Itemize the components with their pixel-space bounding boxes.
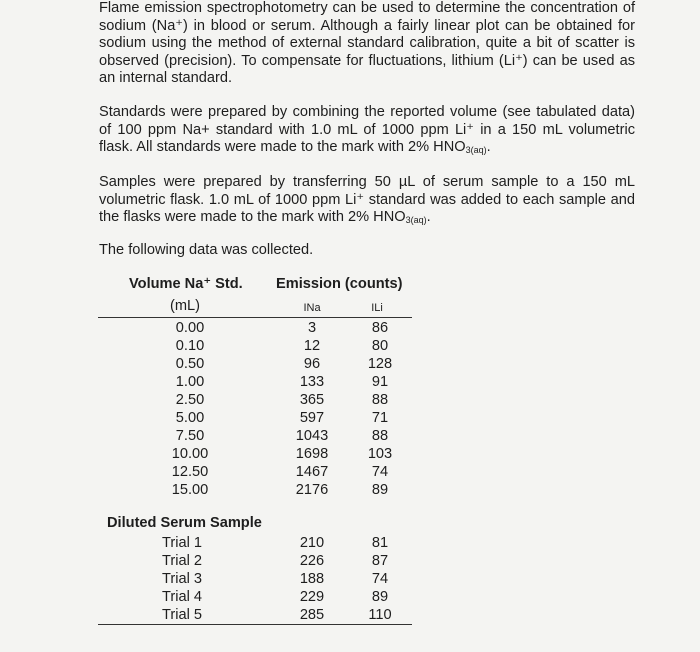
header-rule: [98, 317, 412, 318]
paragraph-samples-end: .: [426, 209, 431, 225]
volume-cell: 5.00: [175, 410, 205, 426]
ili-cell: 88: [371, 392, 389, 408]
ina-cell: 226: [299, 553, 325, 569]
paragraph-intro: Flame emission spectrophotometry can be used to determine the concentration of sodium (Na⁺) in blood or serum. Although a fairly linear plot can be obtained for sodium using the method of external standard calibration, quite a bit of scatter is observed (precision). To compensate for fluctuations, lithium (Li⁺) can be used as an internal standard.: [99, 0, 635, 86]
ili-cell: 74: [371, 464, 389, 480]
ina-cell: 3: [307, 320, 317, 336]
ili-cell: 110: [368, 607, 392, 623]
ina-cell: 1467: [295, 464, 329, 480]
volume-cell: 1.00: [175, 374, 205, 390]
ina-cell: 285: [299, 607, 325, 623]
ili-cell: 81: [371, 535, 389, 551]
trial-label: Trial 4: [162, 589, 203, 605]
ili-header: ILi: [371, 302, 383, 314]
ina-cell: 210: [299, 535, 325, 551]
ili-cell: 128: [367, 356, 393, 372]
bottom-rule: [98, 624, 412, 625]
trial-label: Trial 3: [162, 571, 203, 587]
hno3-subscript: 3(aq): [465, 145, 487, 155]
volume-cell: 10.00: [171, 446, 209, 462]
ina-cell: 1043: [295, 428, 329, 444]
ina-cell: 365: [299, 392, 325, 408]
ina-cell: 1698: [295, 446, 329, 462]
volume-cell: 12.50: [171, 464, 209, 480]
volume-cell: 2.50: [175, 392, 205, 408]
volume-cell: 0.50: [175, 356, 205, 372]
paragraph-samples: [99, 174, 635, 227]
trial-label: Trial 1: [162, 535, 203, 551]
ili-cell: 91: [371, 374, 389, 390]
ina-cell: 12: [303, 338, 321, 354]
volume-cell: 0.10: [175, 338, 205, 354]
ina-cell: 133: [299, 374, 325, 390]
volume-cell: 0.00: [175, 320, 205, 336]
trial-label: Trial 5: [162, 607, 203, 623]
ili-cell: 103: [367, 446, 393, 462]
ina-header: INa: [303, 302, 321, 314]
ina-cell: 2176: [295, 482, 329, 498]
ili-cell: 89: [371, 589, 389, 605]
ili-cell: 87: [371, 553, 389, 569]
ili-cell: 88: [371, 428, 389, 444]
ili-cell: 71: [371, 410, 389, 426]
trial-label: Trial 2: [162, 553, 203, 569]
emission-header: Emission (counts): [276, 276, 403, 292]
ili-cell: 74: [371, 571, 389, 587]
ili-cell: 89: [371, 482, 389, 498]
ili-cell: 80: [371, 338, 389, 354]
paragraph-samples-text: Samples were prepared by transferring 50 µL of serum sample to a 150 mL volumetric flask. 1.0 mL of 1000 ppm Li⁺ standard was added to each sample and the flasks were made to the mark with 2% HNO: [99, 174, 635, 225]
volume-header: Volume Na⁺ Std.: [129, 276, 243, 292]
paragraph-standards-text: Standards were prepared by combining the reported volume (see tabulated data) of 100 ppm Na+ standard with 1.0 mL of 1000 ppm Li⁺ in a 150 mL volumetric flask. All standards were made to the mark with 2% HNO: [99, 104, 635, 155]
ina-cell: 597: [299, 410, 325, 426]
data-intro: The following data was collected.: [99, 242, 314, 258]
paragraph-standards: [99, 104, 635, 157]
unit-header: (mL): [170, 298, 200, 314]
ina-cell: 188: [299, 571, 325, 587]
ili-cell: 86: [371, 320, 389, 336]
volume-cell: 7.50: [175, 428, 205, 444]
volume-cell: 15.00: [171, 482, 209, 498]
paragraph-standards-end: .: [486, 139, 491, 155]
serum-header: Diluted Serum Sample: [107, 515, 262, 531]
ina-cell: 229: [299, 589, 325, 605]
hno3-subscript: 3(aq): [405, 215, 427, 225]
ina-cell: 96: [303, 356, 321, 372]
